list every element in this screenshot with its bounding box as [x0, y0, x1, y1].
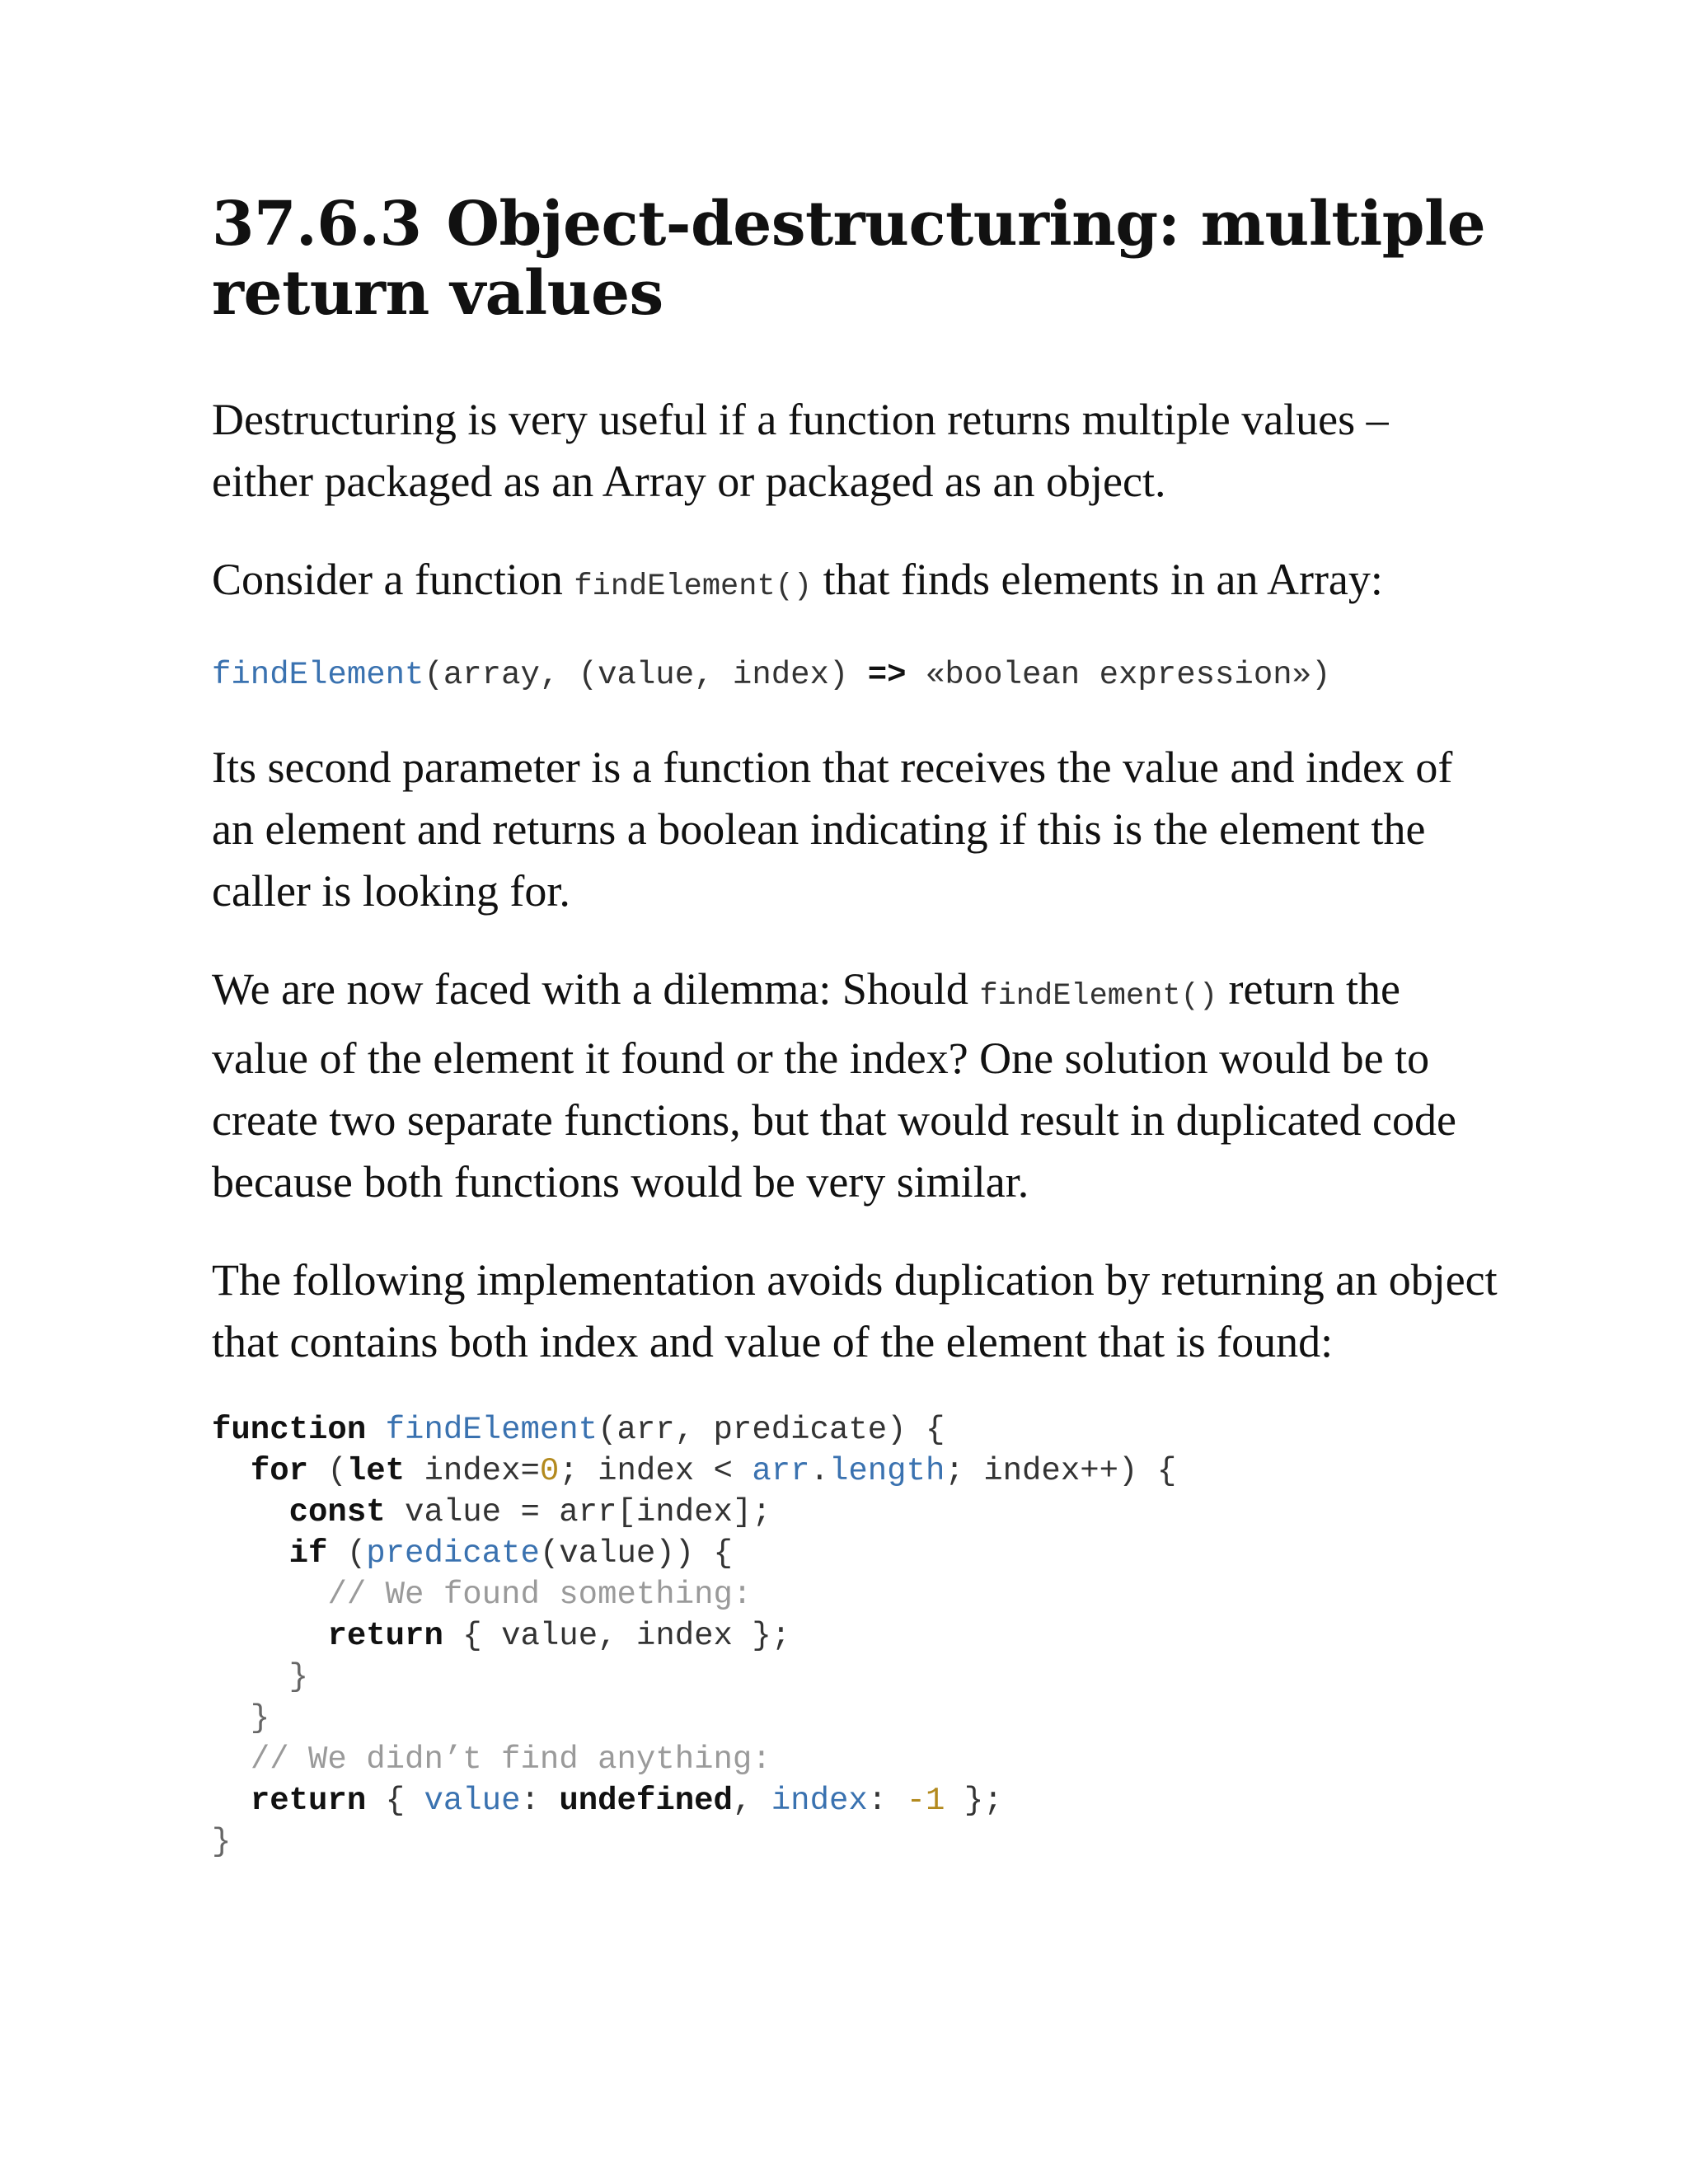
code-block: [212, 1409, 1498, 1863]
section-title: Object-destructuring: multiple return values: [212, 189, 1486, 329]
code-text: ; index++) {: [945, 1453, 1177, 1489]
code-text: { value, index };: [443, 1618, 791, 1654]
paragraph-text: return the value of the element it found or the index? One solution would be to create two separate functions, but that would result in duplicated code because both functions would be very similar.: [212, 964, 1456, 1207]
paragraph-consider: [212, 549, 1498, 618]
code-text: :: [867, 1783, 907, 1819]
paragraph-implementation: The following implementation avoids duplication by returning an object that contains both index and value of the element that is found:: [212, 1255, 1498, 1366]
code-text: {: [366, 1783, 424, 1819]
document-page: [212, 190, 1498, 1863]
code-identifier: arr: [752, 1453, 810, 1489]
code-brace: }: [250, 1700, 270, 1736]
inline-code: findElement(): [574, 569, 813, 604]
code-comment: // We found something:: [327, 1577, 753, 1613]
code-property: value: [424, 1783, 521, 1819]
code-property: length: [828, 1453, 945, 1489]
code-number: -1: [906, 1783, 945, 1819]
paragraph-intro: Destructuring is very useful if a function returns multiple values – either packaged as an Array or packaged as an object.: [212, 395, 1389, 506]
code-text: ,: [732, 1783, 771, 1819]
code-text: };: [945, 1783, 1003, 1819]
code-keyword: function: [212, 1412, 367, 1448]
paragraph-second-parameter: Its second parameter is a function that receives the value and index of an element and returns a boolean indicating if this is the element the caller is looking for.: [212, 743, 1453, 916]
code-comment: // We didn’t find anything:: [250, 1741, 771, 1778]
code-brace: }: [212, 1824, 232, 1860]
code-keyword: const: [288, 1494, 386, 1530]
code-keyword: let: [346, 1453, 406, 1489]
code-keyword: if: [288, 1535, 328, 1572]
paragraph-text: We are now faced with a dilemma: Should: [212, 964, 980, 1014]
signature-code: [212, 654, 1498, 696]
inline-code: findElement(): [979, 979, 1218, 1014]
code-property: index: [771, 1783, 868, 1819]
code-number: 0: [539, 1453, 560, 1489]
code-text: (: [308, 1453, 347, 1489]
code-params: (array, (value, index): [424, 657, 868, 693]
code-text: (: [327, 1535, 367, 1572]
code-text: value = arr[index];: [385, 1494, 771, 1530]
code-brace: }: [288, 1659, 309, 1695]
code-text: (arr, predicate) {: [598, 1412, 945, 1448]
code-text: ; index <: [559, 1453, 753, 1489]
section-number: 37.6.3: [212, 189, 422, 260]
code-text: .: [809, 1453, 829, 1489]
code-keyword: return: [327, 1618, 443, 1654]
code-keyword: undefined: [559, 1783, 733, 1819]
code-text: index=: [405, 1453, 540, 1489]
code-function-name: findElement: [385, 1412, 598, 1448]
code-arrow: =>: [867, 657, 907, 693]
paragraph-dilemma: [212, 958, 1498, 1213]
code-keyword: for: [250, 1453, 309, 1489]
code-keyword: return: [250, 1783, 367, 1819]
code-function-name: predicate: [366, 1535, 540, 1572]
code-text: (value)) {: [539, 1535, 733, 1572]
code-rest: «boolean expression»): [906, 657, 1331, 693]
code-function-name: findElement: [212, 657, 424, 693]
section-heading: [212, 190, 1498, 328]
paragraph-text: Consider a function: [212, 555, 574, 604]
code-text: :: [520, 1783, 560, 1819]
paragraph-text: that finds elements in an Array:: [812, 555, 1383, 604]
